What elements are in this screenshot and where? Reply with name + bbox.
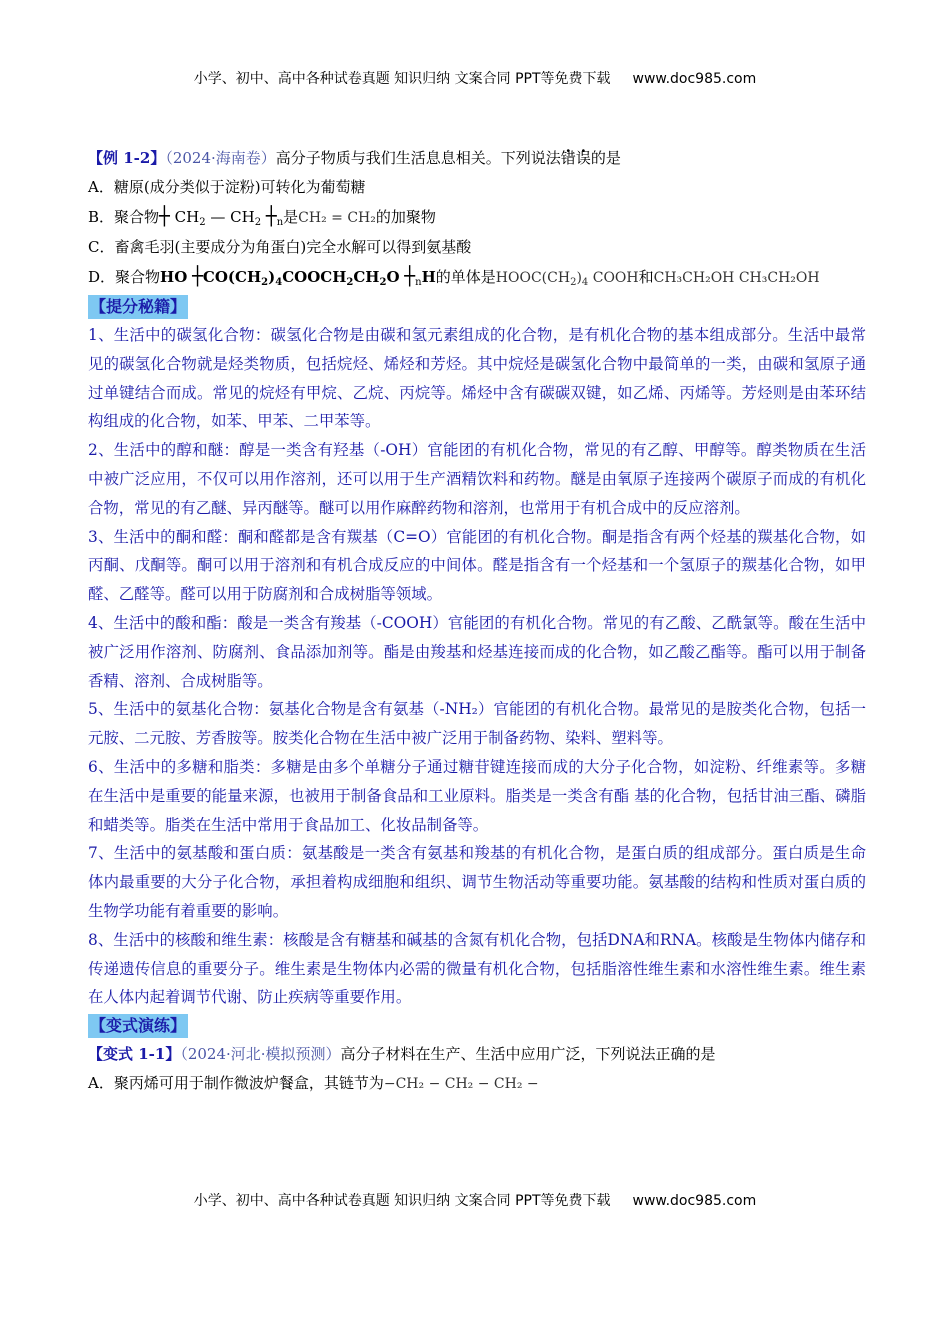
practice-stem — [88, 1040, 866, 1069]
option-d-mid: 的单体是 — [435, 268, 496, 286]
emphasis-char-2: 误 — [575, 149, 591, 167]
document-body — [88, 144, 866, 1099]
example-stem-a: 高分子物质与我们生活息息相关。下列说法 — [275, 149, 561, 167]
alcohol-formula-d: CH₃CH₂OH CH₃CH₂OH — [653, 270, 820, 286]
example-stem — [88, 144, 866, 173]
option-b-mid: 是 — [283, 208, 299, 226]
practice-option-a — [88, 1069, 866, 1099]
option-a-text: 糖原(成分类似于淀粉)可转化为葡萄糖 — [113, 178, 366, 196]
practice-option-a-text: 聚丙烯可用于制作微波炉餐盒，其链节为 — [113, 1074, 384, 1093]
monomer-formula-b: CH₂ = CH₂ — [298, 210, 376, 226]
option-d-and: 和 — [638, 268, 654, 286]
footer-text: 小学、初中、高中各种试卷真题 知识归纳 文案合同 PPT等免费下载 — [193, 1193, 611, 1209]
option-a-letter: A． — [88, 178, 114, 196]
tip-item-4: 4、生活中的酸和酯：酸是一类含有羧基（-COOH）官能团的有机化合物。常见的有乙酸、乙酰氯等。酸在生活中被广泛用作溶剂、防腐剂、食品添加剂等。酯是由羧基和烃基连接而成的化合物，如乙酸乙酯等。酯可以用于制备香精、溶剂、合成树脂等。 — [88, 613, 866, 690]
option-b-pre: 聚合物 — [114, 208, 160, 226]
tip-item-3: 3、生活中的酮和醛：酮和醛都是含有羰基（C=O）官能团的有机化合物。酮是指含有两个烃基的羰基化合物，如丙酮、戊酮等。酮可以用于溶剂和有机合成反应的中间体。醛是指含有一个烃基和一个氢原子的羰基化合物，如甲醛、乙醛等。醛可以用于防腐剂和合成树脂等领域。 — [88, 527, 866, 604]
example-stem-b: 的是 — [590, 149, 621, 167]
option-d — [88, 262, 866, 293]
example-label: 【例 1-2】 — [88, 149, 166, 167]
tip-item-6: 6、生活中的多糖和脂类：多糖是由多个单糖分子通过糖苷键连接而成的大分子化合物，如淀粉、纤维素等。多糖在生活中是重要的能量来源，也被用于制备食品和工业原料。脂类是一类含有酯 基的化合物，包括甘油三酯、磷脂和蜡类等。脂类在生活中常用于食品加工、化妆品制备等。 — [88, 757, 866, 834]
emphasis-char-1: 错 — [560, 149, 576, 167]
header-text: 小学、初中、高中各种试卷真题 知识归纳 文案合同 PPT等免费下载 — [193, 71, 611, 87]
practice-label: 【变式 1-1】 — [88, 1045, 181, 1064]
tips-title: 【提分秘籍】 — [88, 295, 188, 319]
tips-section — [88, 293, 866, 1012]
option-b-post: 的加聚物 — [375, 208, 436, 226]
option-d-letter: D． — [88, 268, 116, 286]
header-url[interactable]: www.doc985.com — [632, 71, 757, 87]
tip-item-2: 2、生活中的醇和醚：醇是一类含有羟基（-OH）官能团的有机化合物，常见的有乙醇、甲醇等。醇类物质在生活中被广泛应用，不仅可以用作溶剂，还可以用于生产酒精饮料和药物。醚是由氧原子连接两个碳原子而成的有机化合物，常见的有乙醚、异丙醚等。醚可以用作麻醉药物和溶剂，也常用于有机合成中的反应溶剂。 — [88, 441, 866, 517]
example-source: （2024·海南卷） — [165, 149, 276, 167]
page-header — [0, 68, 950, 88]
option-a — [88, 173, 866, 202]
practice-title: 【变式演练】 — [88, 1014, 188, 1038]
tip-item-7: 7、生活中的氨基酸和蛋白质：氨基酸是一类含有氨基和羧基的有机化合物，是蛋白质的组成部分。蛋白质是生命体内最重要的大分子化合物，承担着构成细胞和组织、调节生物活动等重要功能。氨基酸的结构和性质对蛋白质的生物学功能有着重要的影响。 — [88, 844, 866, 920]
monomer-formula-d: $HOOC(CH_2)_4$ COOH — [495, 270, 639, 288]
chain-formula: −CH₂ − CH₂ − CH₂ − — [383, 1076, 539, 1093]
practice-section — [88, 1012, 866, 1099]
option-d-pre: 聚合物 — [115, 268, 161, 286]
practice-option-a-letter: A． — [88, 1074, 114, 1093]
option-b-letter: B． — [88, 208, 115, 226]
option-c-letter: C． — [88, 238, 115, 256]
tip-item-5: 5、生活中的氨基化合物：氨基化合物是含有氨基（-NH₂）官能团的有机化合物。最常见的是胺类化合物，包括一元胺、二元胺、芳香胺等。胺类化合物在生活中被广泛用于制备药物、染料、塑料等。 — [88, 700, 866, 748]
option-b — [88, 202, 866, 233]
practice-stem-text: 高分子材料在生产、生活中应用广泛，下列说法正确的是 — [340, 1045, 716, 1064]
polymer-formula-b: ┼ $CH_2$ — $CH_2$ $┼_n$ — [159, 206, 284, 228]
tip-item-8: 8、生活中的核酸和维生素：核酸是含有糖基和碱基的含氮有机化合物，包括DNA和RNA。核酸是生物体内储存和传递遗传信息的重要分子。维生素是生物体内必需的微量有机化合物，包括脂溶性维生素和水溶性维生素。维生素在人体内起着调节代谢、防止疾病等重要作用。 — [88, 930, 866, 1007]
option-c — [88, 233, 866, 262]
polymer-formula-d: HO $┼CO(CH_2)_4COOCH_2CH_2O$ $┼_nH$ — [160, 266, 436, 288]
page-footer — [0, 1190, 950, 1210]
option-c-text: 畜禽毛羽(主要成分为角蛋白)完全水解可以得到氨基酸 — [114, 238, 472, 256]
practice-source: （2024·河北·模拟预测） — [180, 1045, 341, 1064]
footer-url[interactable]: www.doc985.com — [632, 1193, 757, 1209]
tip-item-1: 1、生活中的碳氢化合物：碳氢化合物是由碳和氢元素组成的化合物，是有机化合物的基本组成部分。生活中最常见的碳氢化合物就是烃类物质，包括烷烃、烯烃和芳烃。其中烷烃是碳氢化合物中最简单的一类，由碳和氢原子通过单键结合而成。常见的烷烃有甲烷、乙烷、丙烷等。烯烃中含有碳碳双键，如乙烯、丙烯等。芳烃则是由苯环结构组成的化合物，如苯、甲苯、二甲苯等。 — [88, 326, 866, 431]
